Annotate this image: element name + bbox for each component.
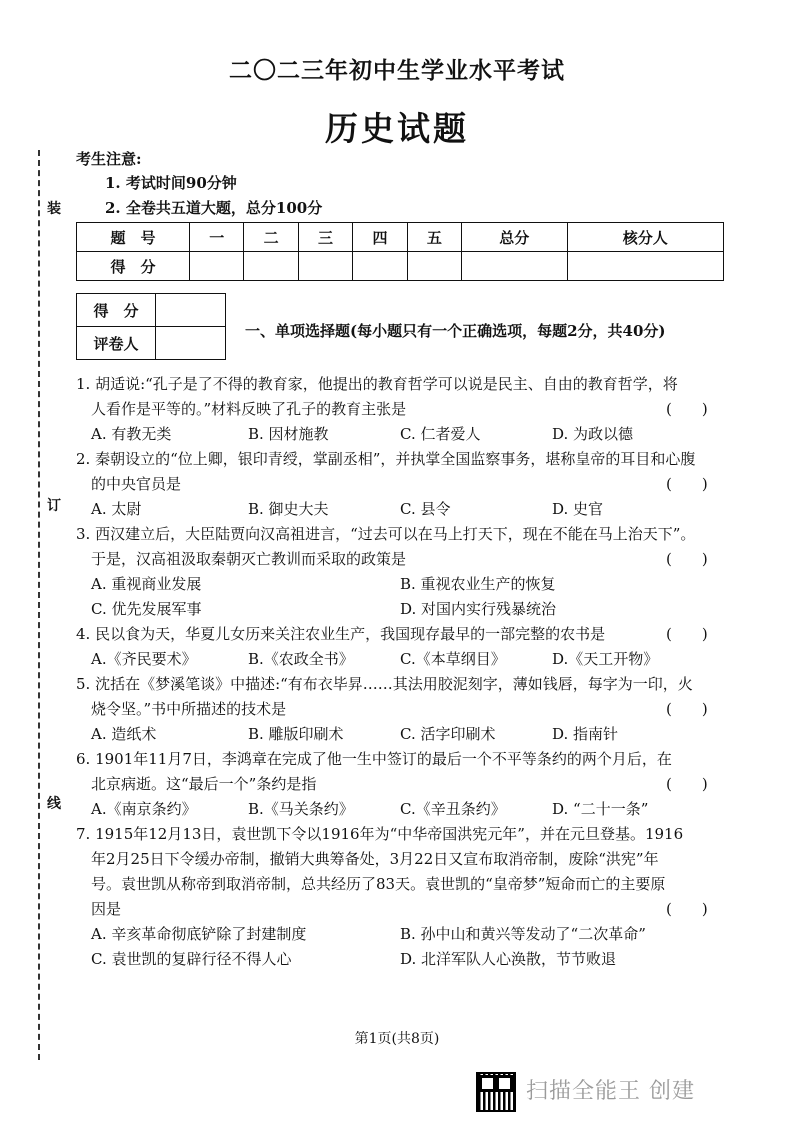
option-d: D. 北洋军队人心涣散，节节败退 <box>400 950 617 968</box>
option-c: C.《本草纲目》 <box>400 650 506 668</box>
score-cell <box>298 252 352 281</box>
score-table-header-cell: 二 <box>244 223 298 252</box>
score-cell <box>353 252 407 281</box>
option-b: B.《农政全书》 <box>248 650 354 668</box>
binding-dashed-line <box>38 150 40 1060</box>
option-b: B. 因材施教 <box>248 425 329 443</box>
option-b: B. 孙中山和黄兴等发动了“二次革命” <box>400 925 646 943</box>
score-table-header-cell: 一 <box>190 223 244 252</box>
option-c: C. 仁者爱人 <box>400 425 481 443</box>
question-3-text: 3. 西汉建立后，大臣陆贾向汉高祖进言，“过去可以在马上打天下，现在不能在马上治天下”。 <box>76 525 696 543</box>
question-7-text: 年2月25日下令缓办帝制，撤销大典筹备处，3月22日又宣布取消帝制，废除“洪宪”年 <box>91 850 659 868</box>
grader-name-cell <box>156 327 226 360</box>
notice-item: 1. 考试时间90分钟 <box>105 174 237 192</box>
option-b: B. 雕版印刷术 <box>248 725 344 743</box>
score-cell <box>407 252 461 281</box>
option-a: A. 重视商业发展 <box>91 575 202 593</box>
binding-label-xian: 线 <box>47 796 61 812</box>
option-b: B. 重视农业生产的恢复 <box>400 575 556 593</box>
score-table-score-row <box>77 252 724 281</box>
option-a: A. 辛亥革命彻底铲除了封建制度 <box>91 925 307 943</box>
exam-subject-title: 历史试题 <box>325 109 469 148</box>
question-6-text: 6. 1901年11月7日，李鸿章在完成了他一生中签订的最后一个不平等条约的两个月后，在 <box>76 750 672 768</box>
score-table-header-cell: 总分 <box>462 223 567 252</box>
grader-name-label: 评卷人 <box>77 327 156 360</box>
option-c: C. 优先发展军事 <box>91 600 202 618</box>
exam-title: 二〇二三年初中生学业水平考试 <box>229 57 565 84</box>
section-heading-single-choice: 一、单项选择题(每小题只有一个正确选项，每题2分，共40分) <box>245 322 666 340</box>
answer-blank: ( ) <box>666 900 708 918</box>
option-a: A. 太尉 <box>91 500 142 518</box>
question-5-text: 5. 沈括在《梦溪笔谈》中描述:“有布衣毕昇……其法用胶泥刻字，薄如钱唇，每字为一印，火 <box>76 675 693 693</box>
option-c: C. 活字印刷术 <box>400 725 496 743</box>
question-7-text: 7. 1915年12月13日，袁世凯下令以1916年为“中华帝国洪宪元年”，并在元旦登基。1916 <box>76 825 684 843</box>
score-table-header-cell: 三 <box>298 223 352 252</box>
question-3-text: 于是，汉高祖汲取秦朝灭亡教训而采取的政策是 <box>91 550 407 568</box>
question-1-text: 1. 胡适说:“孔子是了不得的教育家，他提出的教育哲学可以说是民主、自由的教育哲学，将 <box>76 375 678 393</box>
score-table-header-cell: 核分人 <box>567 223 723 252</box>
option-d: D. 指南针 <box>552 725 619 743</box>
question-4-text: 4. 民以食为天，华夏儿女历来关注农业生产，我国现存最早的一部完整的农书是 <box>76 625 606 643</box>
score-cell <box>190 252 244 281</box>
option-d: D. “二十一条” <box>552 800 649 818</box>
question-1-text: 人看作是平等的。”材料反映了孔子的教育主张是 <box>91 400 407 418</box>
score-cell <box>567 252 723 281</box>
grader-score-label: 得 分 <box>77 294 156 327</box>
option-c: C. 县令 <box>400 500 451 518</box>
answer-blank: ( ) <box>666 775 708 793</box>
answer-blank: ( ) <box>666 400 708 418</box>
binding-label-ding: 订 <box>47 498 61 514</box>
score-table-header-row <box>77 223 724 252</box>
option-b: B. 御史大夫 <box>248 500 329 518</box>
question-7-text: 号。袁世凯从称帝到取消帝制，总共经历了83天。袁世凯的“皇帝梦”短命而亡的主要原 <box>91 875 666 893</box>
answer-blank: ( ) <box>666 475 708 493</box>
score-cell <box>244 252 298 281</box>
score-table-row-label: 得 分 <box>77 252 190 281</box>
question-2-text: 的中央官员是 <box>91 475 182 493</box>
option-a: A. 有教无类 <box>91 425 172 443</box>
option-d: D. 对国内实行残暴统治 <box>400 600 557 618</box>
option-d: D.《天工开物》 <box>552 650 659 668</box>
answer-blank: ( ) <box>666 550 708 568</box>
score-table-header-cell: 五 <box>407 223 461 252</box>
binding-label-zhuang: 装 <box>47 201 61 217</box>
score-table-header-cell: 四 <box>353 223 407 252</box>
option-a: A.《南京条约》 <box>91 800 197 818</box>
notice-heading: 考生注意: <box>76 150 142 168</box>
answer-blank: ( ) <box>666 625 708 643</box>
score-cell <box>462 252 567 281</box>
question-7-text: 因是 <box>91 900 122 918</box>
scanner-watermark: 扫描全能王 创建 <box>526 1079 695 1104</box>
grader-table <box>76 293 226 360</box>
qr-code-icon <box>476 1072 516 1112</box>
score-table-header-cell: 题 号 <box>77 223 190 252</box>
notice-item: 2. 全卷共五道大题，总分100分 <box>105 199 323 217</box>
question-2-text: 2. 秦朝设立的“位上卿，银印青绶，掌副丞相”，并执掌全国监察事务，堪称皇帝的耳目和心腹 <box>76 450 696 468</box>
option-d: D. 史官 <box>552 500 604 518</box>
option-a: A. 造纸术 <box>91 725 157 743</box>
option-c: C.《辛丑条约》 <box>400 800 506 818</box>
option-a: A.《齐民要术》 <box>91 650 197 668</box>
grader-score-cell <box>156 294 226 327</box>
score-table <box>76 222 724 281</box>
option-d: D. 为政以德 <box>552 425 634 443</box>
question-6-text: 北京病逝。这“最后一个”条约是指 <box>91 775 317 793</box>
page-number: 第1页(共8页) <box>354 1031 440 1047</box>
option-c: C. 袁世凯的复辟行径不得人心 <box>91 950 292 968</box>
option-b: B.《马关条约》 <box>248 800 354 818</box>
answer-blank: ( ) <box>666 700 708 718</box>
question-5-text: 烧令坚。”书中所描述的技术是 <box>91 700 287 718</box>
